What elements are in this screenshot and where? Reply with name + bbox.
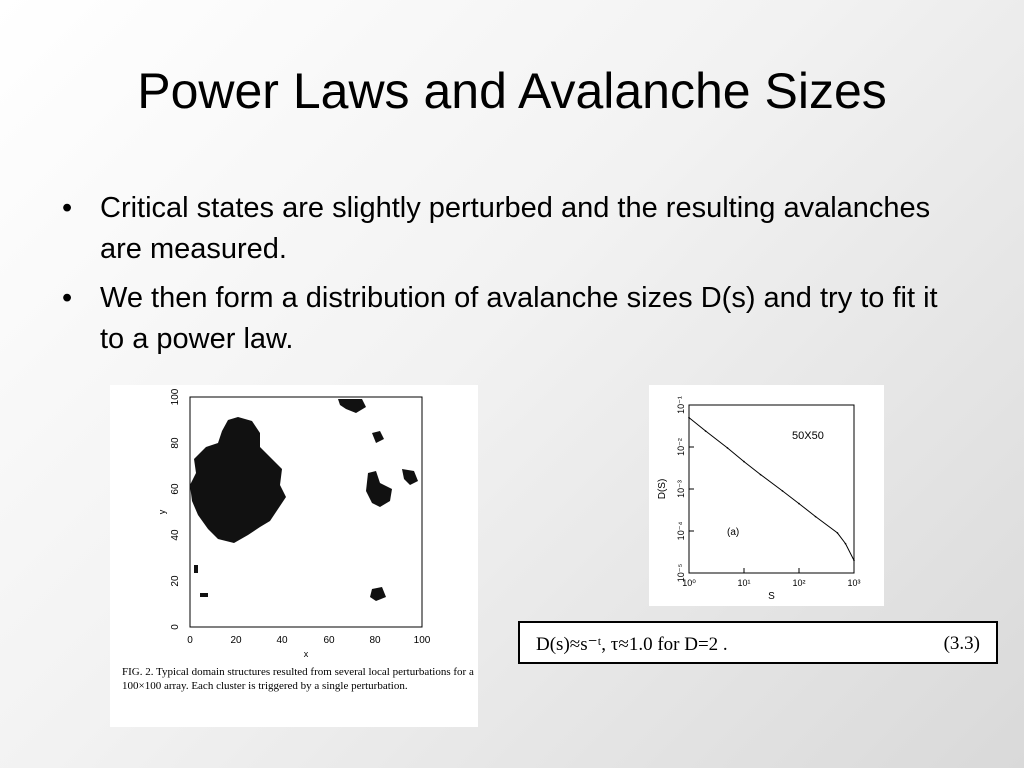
domain-structure-plot bbox=[110, 385, 478, 665]
cluster-small-a bbox=[372, 431, 384, 443]
data-point bbox=[760, 474, 762, 476]
y-axis-ticks bbox=[170, 388, 181, 630]
bullet-text: We then form a distribution of avalanche sizes D(s) and try to fit it to a power law. bbox=[100, 282, 938, 355]
cluster-bottom-right bbox=[370, 587, 386, 601]
x-tick: 100 bbox=[413, 635, 431, 646]
data-point bbox=[782, 490, 784, 492]
cluster-large bbox=[190, 417, 286, 543]
domain-clusters bbox=[190, 399, 418, 601]
domain-structure-figure bbox=[110, 385, 478, 727]
data-point bbox=[837, 532, 839, 534]
x-tick-label: 10⁰ bbox=[682, 578, 696, 588]
x-tick: 0 bbox=[187, 635, 193, 646]
y-tick-label: 10⁻³ bbox=[676, 480, 686, 498]
y-tick: 60 bbox=[170, 483, 181, 495]
x-tick: 60 bbox=[323, 635, 335, 646]
data-point bbox=[727, 447, 729, 449]
y-axis-label: y bbox=[157, 509, 167, 515]
chart-annotation-panel: (a) bbox=[727, 527, 740, 538]
data-point bbox=[845, 543, 847, 545]
avalanche-distribution-chart bbox=[649, 385, 884, 606]
bullet-item bbox=[62, 188, 962, 270]
bullet-text: Critical states are slightly perturbed and the resulting avalanches are measured. bbox=[100, 192, 931, 265]
bullet-icon: • bbox=[62, 192, 73, 224]
x-tick: 80 bbox=[369, 635, 381, 646]
equation-text: D(s)≈s⁻ᵗ, τ≈1.0 for D=2 . bbox=[536, 634, 728, 655]
equation-number: (3.3) bbox=[943, 633, 980, 654]
x-axis-ticks bbox=[187, 635, 431, 646]
x-axis-label: S bbox=[768, 591, 775, 602]
x-axis-label: x bbox=[303, 649, 309, 659]
x-tick-label: 10² bbox=[792, 578, 806, 588]
slide-title: Power Laws and Avalanche Sizes bbox=[137, 63, 887, 119]
y-tick-label: 10⁻¹ bbox=[676, 396, 686, 414]
data-point bbox=[853, 560, 855, 562]
chart-annotation-size: 50X50 bbox=[792, 430, 824, 442]
bullet-icon: • bbox=[62, 282, 73, 314]
bullet-item bbox=[62, 278, 962, 360]
figure-caption: FIG. 2. Typical domain structures resulted from several local perturbations for a 100×100 array. Each cluster is triggered by a single perturbation. bbox=[122, 666, 474, 692]
x-tick-label: 10³ bbox=[847, 578, 861, 588]
y-tick: 80 bbox=[170, 437, 181, 449]
cluster-bottom-left-a bbox=[194, 565, 198, 573]
cluster-mid-right bbox=[366, 471, 392, 507]
y-tick-label: 10⁻² bbox=[676, 438, 686, 456]
y-tick-label: 10⁻⁴ bbox=[676, 521, 686, 541]
data-point bbox=[798, 503, 800, 505]
data-point bbox=[743, 461, 745, 463]
y-axis-label: D(S) bbox=[657, 478, 668, 500]
bullet-list bbox=[62, 188, 962, 368]
cluster-top-right bbox=[338, 399, 366, 413]
y-tick-label: 10⁻⁵ bbox=[676, 563, 686, 583]
x-tick-label: 10¹ bbox=[737, 578, 751, 588]
x-tick: 40 bbox=[276, 635, 288, 646]
chart-frame bbox=[689, 405, 854, 573]
y-tick: 0 bbox=[170, 624, 181, 630]
y-tick: 100 bbox=[170, 388, 181, 406]
x-tick: 20 bbox=[230, 635, 242, 646]
data-point bbox=[815, 516, 817, 518]
cluster-bottom-left-b bbox=[200, 593, 208, 597]
data-point bbox=[705, 430, 707, 432]
avalanche-distribution-figure bbox=[649, 385, 884, 606]
cluster-far-right bbox=[402, 469, 418, 485]
y-tick: 40 bbox=[170, 529, 181, 541]
series-line bbox=[689, 418, 854, 561]
data-point bbox=[688, 417, 690, 419]
equation-box bbox=[518, 621, 998, 664]
y-tick: 20 bbox=[170, 575, 181, 587]
